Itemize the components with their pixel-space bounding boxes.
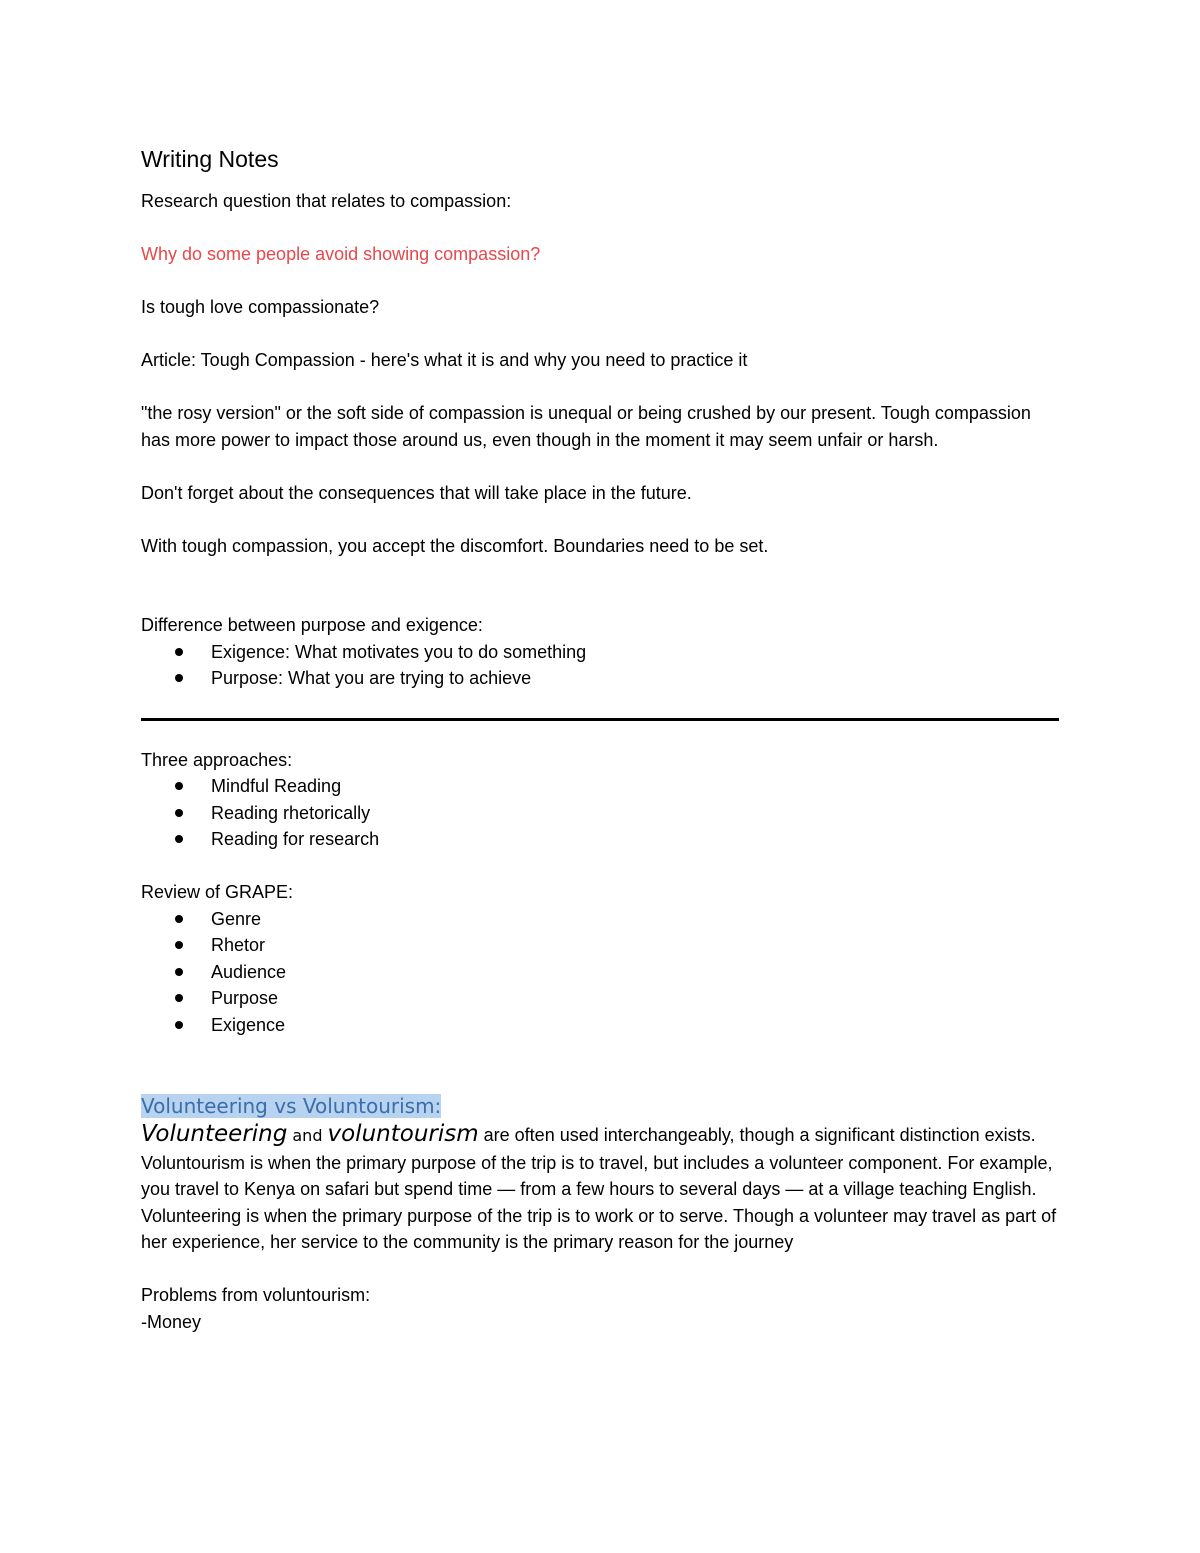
approaches-list	[141, 773, 1059, 853]
problems-label: Problems from voluntourism:	[141, 1285, 371, 1305]
rosy-paragraph: "the rosy version" or the soft side of compassion is unequal or being crushed by our present. Tough compassion has more power to impact those around us, even though in the moment it may seem unfair or harsh.	[141, 403, 1031, 450]
research-question: Why do some people avoid showing compassion?	[141, 244, 541, 264]
bullet-icon	[175, 968, 183, 976]
list-item: Mindful Reading	[141, 773, 1059, 800]
bullet-icon	[175, 994, 183, 1002]
bullet-icon	[175, 835, 183, 843]
bullet-icon	[175, 674, 183, 682]
list-item: Reading rhetorically	[141, 800, 1059, 827]
grape-list	[141, 906, 1059, 1039]
approaches-label: Three approaches:	[141, 749, 293, 770]
term-volunteering: Volunteering	[141, 1121, 288, 1147]
volunteering-heading: Volunteering vs Voluntourism:	[141, 1094, 442, 1118]
list-item: Genre	[141, 906, 1059, 933]
article-line: Article: Tough Compassion - here's what it is and why you need to practice it	[141, 350, 748, 370]
horizontal-divider	[141, 718, 1059, 721]
list-item: Exigence: What motivates you to do something	[141, 639, 1059, 666]
bullet-icon	[175, 809, 183, 817]
list-item: Purpose	[141, 985, 1059, 1012]
list-item: Purpose: What you are trying to achieve	[141, 665, 1059, 692]
research-label: Research question that relates to compassion:	[141, 191, 512, 211]
problems-item: -Money	[141, 1311, 202, 1332]
bullet-icon	[175, 941, 183, 949]
page-title: Writing Notes	[141, 146, 279, 172]
discomfort-line: With tough compassion, you accept the discomfort. Boundaries need to be set.	[141, 535, 769, 556]
term-voluntourism: voluntourism	[327, 1121, 479, 1147]
bullet-icon	[175, 648, 183, 656]
bullet-icon	[175, 915, 183, 923]
document-page	[141, 140, 1059, 1335]
list-item: Audience	[141, 959, 1059, 986]
tough-love-question: Is tough love compassionate?	[141, 297, 380, 317]
grape-label: Review of GRAPE:	[141, 882, 294, 902]
list-item: Rhetor	[141, 932, 1059, 959]
consequences-line: Don't forget about the consequences that will take place in the future.	[141, 482, 692, 503]
difference-list	[141, 639, 1059, 692]
difference-label: Difference between purpose and exigence:	[141, 615, 483, 635]
volunteering-paragraph: Volunteering and voluntourism are often used interchangeably, though a significant distinction exists. Voluntourism is when the primary purpose of the trip is to travel, but includes a volunteer component. For example, you travel to Kenya on safari but spend time — from a few hours to several days — at a village teaching English. Volunteering is when the primary purpose of the trip is to work or to serve. Though a volunteer may travel as part of her experience, her service to the community is the primary reason for the journey	[141, 1121, 1057, 1252]
bullet-icon	[175, 782, 183, 790]
list-item: Exigence	[141, 1012, 1059, 1039]
bullet-icon	[175, 1021, 183, 1029]
list-item: Reading for research	[141, 826, 1059, 853]
